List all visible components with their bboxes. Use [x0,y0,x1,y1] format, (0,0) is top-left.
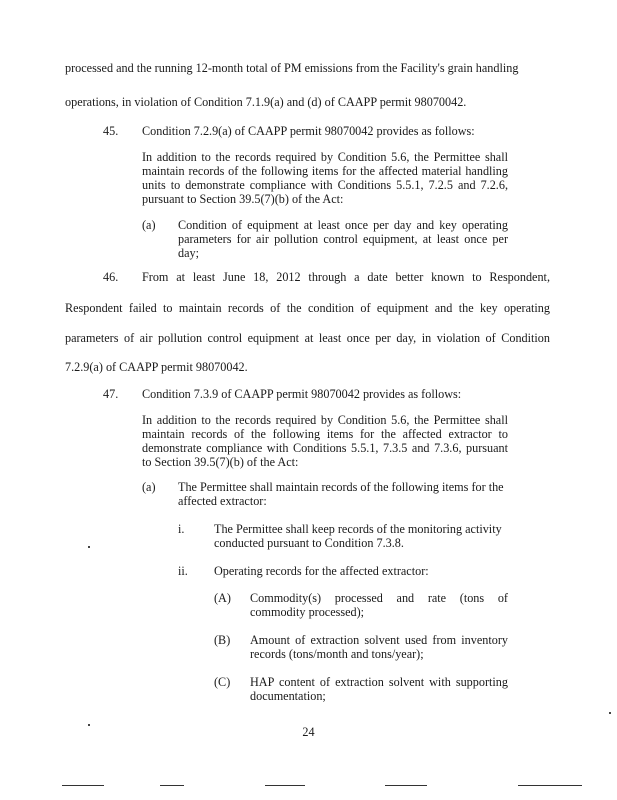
paragraph-45-number: 45. [103,124,119,138]
paragraph-46-line-4: 7.2.9(a) of CAAPP permit 98070042. [65,360,248,374]
paragraph-46-line-3: parameters of air pollution control equipment at least once per day, in violation of Condition [65,331,550,345]
item-B-text: Amount of extraction solvent used from inventory records (tons/month and tons/year); [250,633,508,661]
footer-rule [62,785,104,786]
item-a-text: The Permittee shall maintain records of the following items for the affected extractor: [178,480,504,508]
scan-speck [88,546,90,548]
item-C-label: (C) [214,675,231,689]
item-i-label: i. [178,522,185,536]
paragraph-46-line-1: From at least June 18, 2012 through a date better known to Respondent, [142,270,550,284]
item-a-label: (a) [142,480,156,494]
item-A-text: Commodity(s) processed and rate (tons of commodity processed); [250,591,508,619]
paragraph-47-quote: In addition to the records required by Condition 5.6, the Permittee shall maintain records of the following items for the affected extractor to demonstrate compliance with Conditions 5.5.1, 7.3.5 and 7.3.6, pursuant to Section 39.5(7)(b) of the Act: [142,413,508,469]
intro-line-1: processed and the running 12-month total of PM emissions from the Facility's grain handling [65,61,519,75]
paragraph-45-item-label: (a) [142,218,156,232]
footer-rule [518,785,582,786]
item-A-label: (A) [214,591,231,605]
item-ii-text: Operating records for the affected extractor: [214,564,429,578]
paragraph-46-line-2: Respondent failed to maintain records of the condition of equipment and the key operating [65,301,550,315]
item-B-label: (B) [214,633,231,647]
paragraph-47-text: Condition 7.3.9 of CAAPP permit 98070042 provides as follows: [142,387,462,401]
paragraph-45-text: Condition 7.2.9(a) of CAAPP permit 98070042 provides as follows: [142,124,475,138]
scan-speck [88,724,90,726]
paragraph-46-number: 46. [103,270,119,284]
paragraph-45-quote: In addition to the records required by Condition 5.6, the Permittee shall maintain records of the following items for the affected material handling units to demonstrate compliance with Conditions 5.5.1, 7.2.5 and 7.2.6, pursuant to Section 39.5(7)(b) of the Act: [142,150,508,206]
intro-line-2: operations, in violation of Condition 7.1.9(a) and (d) of CAAPP permit 98070042. [65,95,467,109]
scan-speck [609,712,611,714]
footer-rule [160,785,184,786]
paragraph-45-item-text: Condition of equipment at least once per day and key operating parameters for air pollution control equipment, at least once per day; [178,218,508,260]
paragraph-47-number: 47. [103,387,119,401]
item-ii-label: ii. [178,564,188,578]
item-C-text: HAP content of extraction solvent with supporting documentation; [250,675,508,703]
footer-rule [385,785,427,786]
page-number: 24 [302,725,315,739]
item-i-text: The Permittee shall keep records of the monitoring activity conducted pursuant to Condition 7.3.8. [214,522,502,550]
footer-rule [265,785,305,786]
